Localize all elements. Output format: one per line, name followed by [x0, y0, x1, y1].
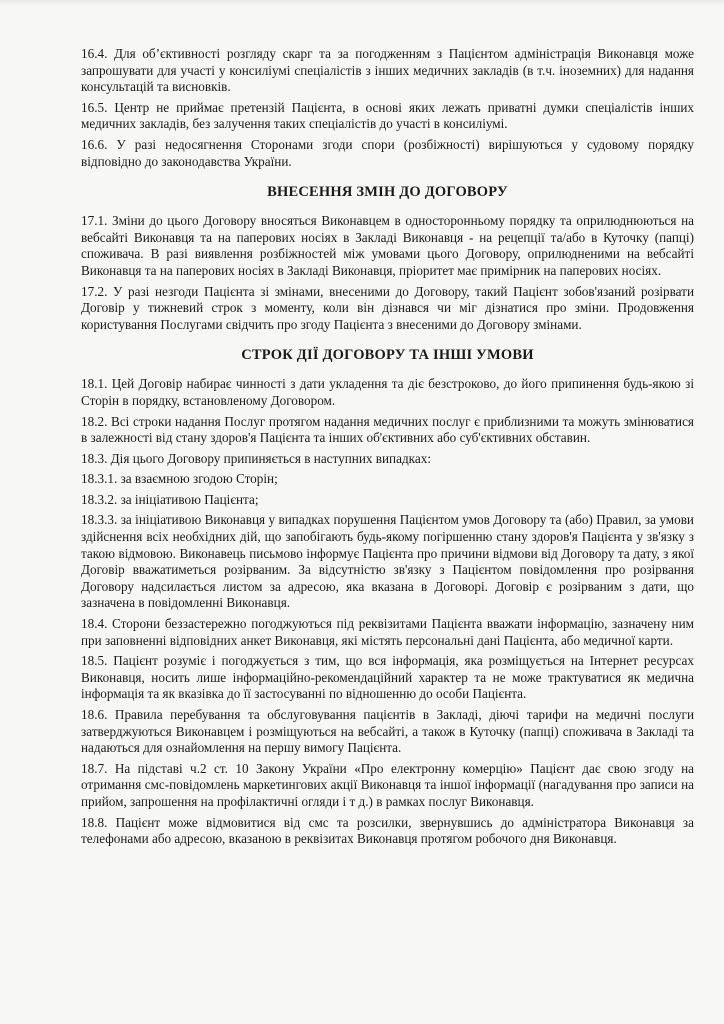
paragraph-18-3-2: 18.3.2. за ініціативою Пацієнта;: [81, 491, 259, 507]
paragraph-18-1: 18.1. Цей Договір набирає чинності з дати укладення та діє безстроково, до його припинення будь-якою зі Сторін в порядку, встановленому Договором.: [81, 376, 694, 408]
paragraph-16-6: 16.6. У разі недосягнення Сторонами згоди спори (розбіжності) вирішуються у судовому порядку відповідно до законодавства України.: [81, 136, 694, 169]
paragraph-18-3-3: 18.3.3. за ініціативою Виконавця у випадках порушення Пацієнтом умов Договору та (або) Правил, за умови здійснення всіх необхідних дій, що запобігають будь-якому погіршенню стану здоров'я Пацієнта у зв'язку з такою відмовою. Виконавець письмово інформує Пацієнта про причини відмови від Договору та дату, з якої Договір вважатиметься розірваним. За відсутністю зв'язку з Пацієнтом повідомлення про розірвання Договору надсилається листом за адресою, яка вказана в Договорі. Договір є розірваним з дати, що зазначена в повідомленні Виконавця.: [81, 512, 694, 611]
paragraph-17-1: 17.1. Зміни до цього Договору вносяться Виконавцем в односторонньому порядку та оприлюднюються на вебсайті Виконавця та на паперових носіях в Закладі Виконавця - на рецепції та/або в Куточку (папці) споживача. В разі виявлення розбіжностей між умовами цього Договору, оприлюдненими на вебсайті Виконавця та на паперових носіях в Закладі Виконавця, пріоритет має примірник на паперових носіях.: [81, 213, 694, 278]
paragraph-18-3-1: 18.3.1. за взаємною згодою Сторін;: [81, 471, 278, 487]
paragraph-17-2: 17.2. У разі незгоди Пацієнта зі змінами, внесеними до Договору, такий Пацієнт зобов'язаний розірвати Договір у тижневий строк з моменту, коли він дізнався чи міг дізнатися про зміни. Продовження користування Послугами свідчить про згоду Пацієнта з внесеними до Договору змінами.: [81, 283, 694, 332]
paragraph-18-8: 18.8. Пацієнт може відмовитися від смс та розсилки, звернувшись до адміністратора Виконавця за телефонами або адресою, вказаною в реквізитах Виконавця протягом робочого дня Виконавця.: [81, 814, 694, 847]
paragraph-18-5: 18.5. Пацієнт розуміє і погоджується з тим, що вся інформація, яка розміщується на Інтернет ресурсах Виконавця, носить лише інформаційно-рекомендаційний характер та не може трактуватися як медична інформація та як вказівка до її застосуванні по відношенню до особи Пацієнта.: [81, 653, 694, 702]
section-18-heading: СТРОК ДІЇ ДОГОВОРУ ТА ІНШІ УМОВИ: [241, 347, 534, 364]
paragraph-18-6: 18.6. Правила перебування та обслуговування пацієнтів в Закладі, діючі тарифи на медичні послуги затверджуються Виконавцем і розміщуються на вебсайті, а також в Куточку (папці) споживача в Закладі та надаються для ознайомлення на першу вимогу Пацієнта.: [81, 707, 694, 756]
paragraph-16-5: 16.5. Центр не приймає претензій Пацієнта, в основі яких лежать приватні думки спеціалістів інших медичних закладів, без залучення таких спеціалістів до участі в консиліумі.: [81, 99, 694, 132]
paragraph-18-7: 18.7. На підставі ч.2 ст. 10 Закону України «Про електронну комерцію» Пацієнт дає свою згоду на отримання смс-повідомлень маркетингових акції Виконавця та іншої інформації (нагадування про записи на прийом, запрошення на профілактичні огляди і т д.) в рамках послуг Виконавця.: [81, 760, 694, 809]
paragraph-18-2: 18.2. Всі строки надання Послуг протягом надання медичних послуг є приблизними та можуть змінюватися в залежності від стану здоров'я Пацієнта та інших об'єктивних або суб'єктивних обставин.: [81, 413, 694, 446]
scan-edge: [0, 0, 724, 6]
paragraph-18-3: 18.3. Дія цього Договору припиняється в наступних випадках:: [81, 450, 431, 466]
paragraph-18-4: 18.4. Сторони беззастережно погоджуються під реквізитами Пацієнта вважати інформацію, зазначену ним при заповненні відповідних анкет Виконавця, які містять персональні дані Пацієнта, або медичної карти.: [81, 616, 694, 648]
section-17-heading: ВНЕСЕННЯ ЗМІН ДО ДОГОВОРУ: [267, 184, 508, 201]
paragraph-16-4: 16.4. Для об’єктивності розгляду скарг та за погодженням з Пацієнтом адміністрація Виконавця може запрошувати для участі у консиліумі спеціалістів з інших медичних закладів (в т.ч. іноземних) для надання консультацій та висновків.: [81, 46, 694, 95]
